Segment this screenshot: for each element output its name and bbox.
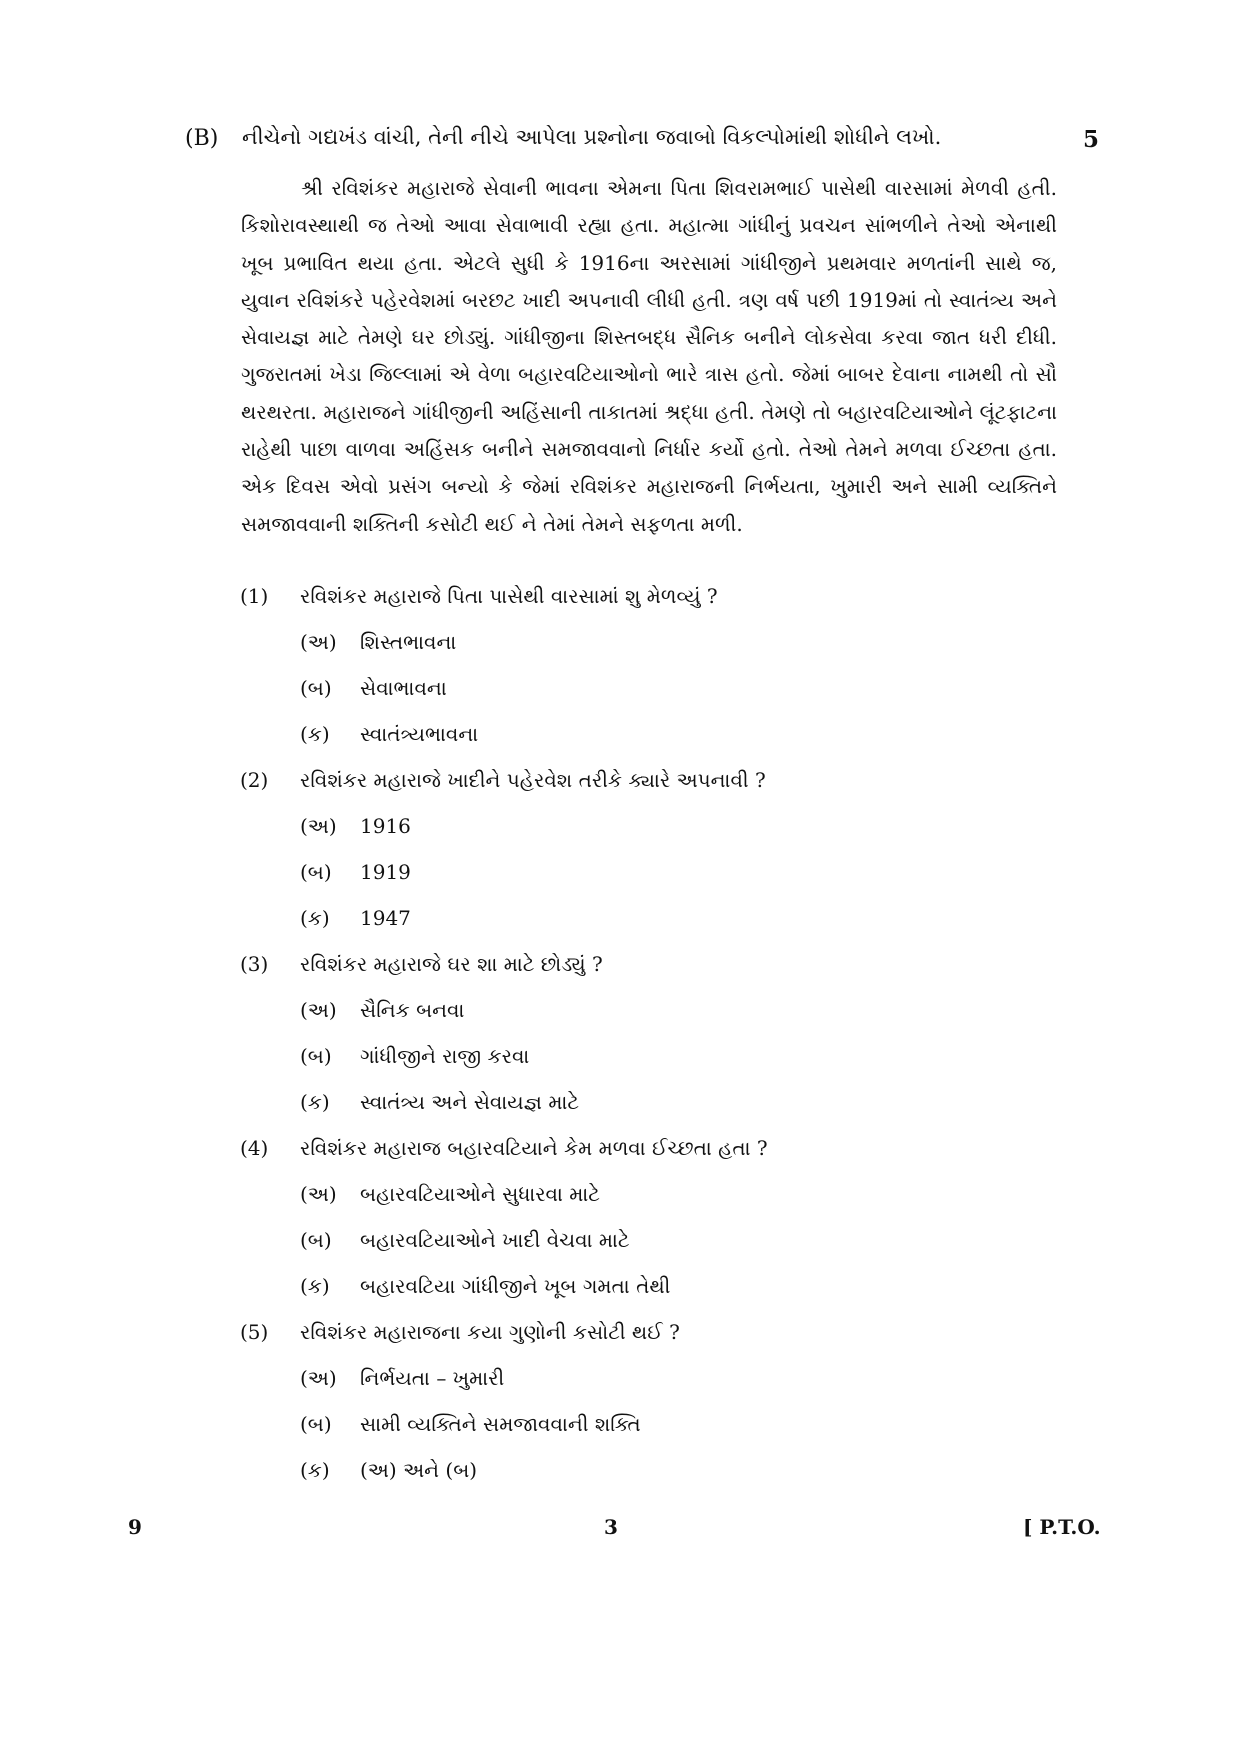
question-number: (1) xyxy=(240,584,269,608)
option xyxy=(240,1033,1090,1079)
option-label: (અ) xyxy=(300,630,337,654)
section-label: (B) xyxy=(185,126,219,151)
passage-text: શ્રી રવિશંકર મહારાજે સેવાની ભાવના એમના પિતા શિવરામભાઈ પાસેથી વારસામાં મેળવી હતી. કિશોરાવસ્થાથી જ તેઓ આવા સેવાભાવી રહ્યા હતા. મહાત્મા ગાંધીનું પ્રવચન સાંભળીને તેઓ એનાથી ખૂબ પ્રભાવિત થયા હતા. એટલે સુધી કે 1916ના અરસામાં ગાંધીજીને પ્રથમવાર મળતાંની સાથે જ, યુવાન રવિશંકરે પહેરવેશમાં બરછટ ખાદી અપનાવી લીધી હતી. ત્રણ વર્ષ પછી 1919માં તો સ્વાતંત્ર્ય અને સેવાયજ્ઞ માટે તેમણે ઘર છોડ્યું. ગાંધીજીના શિસ્તબદ્ધ સૈનિક બનીને લોકસેવા કરવા જાત ધરી દીધી. ગુજરાતમાં ખેડા જિલ્લામાં એ વેળા બહારવટિયાઓનો ભારે ત્રાસ હતો. જેમાં બાબર દેવાના નામથી તો સૌ થરથરતા. મહારાજને ગાંધીજીની અહિંસાની તાકાતમાં શ્રદ્ધા હતી. તેમણે તો બહારવટિયાઓને લૂંટફાટના રાહેથી પાછા વાળવા અહિંસક બનીને સમજાવવાનો નિર્ધાર કર્યો હતો. તેઓ તેમને મળવા ઈચ્છતા હતા. એક દિવસ એવો પ્રસંગ બન્યો કે જેમાં રવિશંકર મહારાજની નિર્ભયતા, ખુમારી અને સામી વ્યક્તિને સમજાવવાની શક્તિની કસોટી થઈ ને તેમાં તેમને સફળતા મળી. xyxy=(241,176,1057,536)
paper-code: 9 xyxy=(128,1515,142,1539)
option-text: સેવાભાવના xyxy=(360,676,447,700)
question-number: (3) xyxy=(240,952,269,976)
option xyxy=(240,1263,1090,1309)
question-text: રવિશંકર મહારાજે ઘર શા માટે છોડ્યું ? xyxy=(300,952,603,976)
question-number: (4) xyxy=(240,1136,269,1160)
option-label: (ક) xyxy=(300,1274,330,1298)
option-text: સામી વ્યક્તિને સમજાવવાની શક્તિ xyxy=(360,1412,641,1436)
option-text: સૈનિક બનવા xyxy=(360,998,465,1022)
option-label: (અ) xyxy=(300,814,337,838)
option-text: 1919 xyxy=(360,860,411,884)
option-label: (અ) xyxy=(300,1182,337,1206)
option-label: (બ) xyxy=(300,860,332,884)
option-label: (ક) xyxy=(300,1090,330,1114)
option-label: (બ) xyxy=(300,1412,332,1436)
question-text: રવિશંકર મહારાજે ખાદીને પહેરવેશ તરીકે ક્યારે અપનાવી ? xyxy=(300,768,766,792)
option-text: બહારવટિયાઓને ખાદી વેચવા માટે xyxy=(360,1228,630,1252)
option-text: સ્વાતંત્ર્યભાવના xyxy=(360,722,479,746)
option-label: (ક) xyxy=(300,906,330,930)
question-text: રવિશંકર મહારાજ બહારવટિયાને કેમ મળવા ઈચ્છતા હતા ? xyxy=(300,1136,768,1160)
option-label: (બ) xyxy=(300,1044,332,1068)
question-text: રવિશંકર મહારાજે પિતા પાસેથી વારસામાં શુ મેળવ્યું ? xyxy=(300,584,718,608)
question-5 xyxy=(240,1309,1090,1493)
option-text: ગાંધીજીને રાજી કરવા xyxy=(360,1044,530,1068)
option xyxy=(240,1217,1090,1263)
section-instruction: નીચેનો ગદ્યખંડ વાંચી, તેની નીચે આપેલા પ્રશ્નોના જવાબો વિકલ્પોમાંથી શોધીને લખો. xyxy=(242,125,942,149)
question-list xyxy=(240,573,1090,1493)
option-text: બહારવટિયા ગાંધીજીને ખૂબ ગમતા તેથી xyxy=(360,1274,671,1298)
option-text: નિર્ભયતા – ખુમારી xyxy=(360,1366,505,1390)
option xyxy=(240,1171,1090,1217)
option-text: સ્વાતંત્ર્ય અને સેવાયજ્ઞ માટે xyxy=(360,1090,579,1114)
option xyxy=(240,1447,1090,1493)
pto-label: [ P.T.O. xyxy=(1023,1515,1101,1539)
option-label: (અ) xyxy=(300,1366,337,1390)
option xyxy=(240,1355,1090,1401)
option-label: (અ) xyxy=(300,998,337,1022)
option-text: શિસ્તભાવના xyxy=(360,630,457,654)
question-4 xyxy=(240,1125,1090,1309)
option-text: (અ) અને (બ) xyxy=(360,1458,478,1482)
option-label: (ક) xyxy=(300,1458,330,1482)
option xyxy=(240,803,1090,849)
option xyxy=(240,1079,1090,1125)
section-marks: 5 xyxy=(1083,126,1100,153)
option xyxy=(240,665,1090,711)
option xyxy=(240,619,1090,665)
option-label: (બ) xyxy=(300,1228,332,1252)
page-number: 3 xyxy=(604,1515,618,1539)
option xyxy=(240,711,1090,757)
question-1 xyxy=(240,573,1090,757)
question-text: રવિશંકર મહારાજના કયા ગુણોની કસોટી થઈ ? xyxy=(300,1320,680,1344)
option-label: (બ) xyxy=(300,676,332,700)
question-3 xyxy=(240,941,1090,1125)
option-text: 1947 xyxy=(360,906,411,930)
option xyxy=(240,849,1090,895)
question-2 xyxy=(240,757,1090,941)
option xyxy=(240,1401,1090,1447)
option-label: (ક) xyxy=(300,722,330,746)
question-number: (2) xyxy=(240,768,269,792)
option-text: 1916 xyxy=(360,814,411,838)
option-text: બહારવટિયાઓને સુધારવા માટે xyxy=(360,1182,600,1206)
question-number: (5) xyxy=(240,1320,269,1344)
option xyxy=(240,987,1090,1033)
option xyxy=(240,895,1090,941)
